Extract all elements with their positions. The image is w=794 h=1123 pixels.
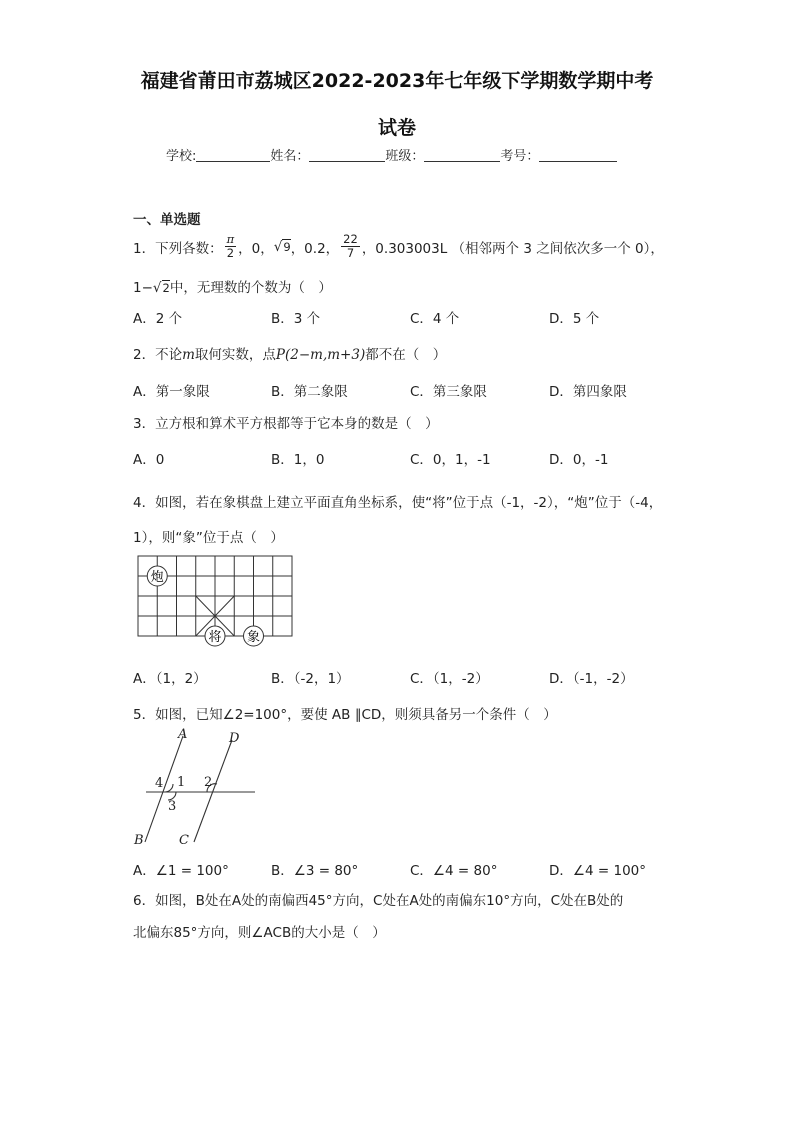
q2-option-b[interactable]: B．第二象限 xyxy=(271,384,348,400)
svg-text:象: 象 xyxy=(246,630,261,645)
q1-sep1: ，0， xyxy=(238,240,274,257)
question-4-line2: 1），则“象”位于点（ ） xyxy=(133,530,284,546)
piece-jiang xyxy=(205,626,225,646)
sqrt-9: √9 xyxy=(273,238,291,255)
q4-option-a[interactable]: A．（1，2） xyxy=(133,671,207,687)
exam-title-line1: 福建省莆田市荔城区2022-2023年七年级下学期数学期中考 xyxy=(140,70,654,92)
svg-text:将: 将 xyxy=(208,630,222,645)
q1-option-a[interactable]: A．2 个 xyxy=(133,311,183,327)
q3-option-d[interactable]: D．0，-1 xyxy=(549,452,609,468)
angle-3-label: 3 xyxy=(168,799,177,814)
section-title: 一、单选题 xyxy=(133,212,201,228)
q1-option-b[interactable]: B．3 个 xyxy=(271,311,321,327)
q2-option-c[interactable]: C．第三象限 xyxy=(410,384,487,400)
q1-option-c[interactable]: C．4 个 xyxy=(410,311,460,327)
question-4-line1: 4．如图，若在象棋盘上建立平面直角坐标系，使“将”位于点（-1，-2），“炮”位于（-4， xyxy=(133,495,663,511)
question-5: 5．如图，已知∠2=100°，要使 AB ∥CD，则须具备另一个条件（ ） xyxy=(133,707,557,723)
q1-option-d[interactable]: D．5 个 xyxy=(549,311,600,327)
school-blank[interactable] xyxy=(196,147,270,162)
question-3: 3．立方根和算术平方根都等于它本身的数是（ ） xyxy=(133,416,439,432)
label-d: D xyxy=(229,731,240,746)
q1-prefix: 1．下列各数： xyxy=(133,240,223,257)
question-1-line1 xyxy=(133,233,664,260)
q5-option-d[interactable]: D．∠4 = 100° xyxy=(549,863,646,879)
q3-option-a[interactable]: A．0 xyxy=(133,452,165,468)
parallel-lines-figure xyxy=(128,724,263,852)
q1-sep2: ，0.2， xyxy=(290,240,340,257)
chessboard-figure xyxy=(130,550,300,650)
angle-4-label: 4 xyxy=(155,776,164,791)
q5-option-c[interactable]: C．∠4 = 80° xyxy=(410,863,498,879)
question-2: 2．不论m取何实数，点P(2−m,m+3)都不在（ ） xyxy=(133,347,447,363)
pi-over-2-fraction: $\frac{\pi}{2}$ xyxy=(226,232,235,260)
label-b: B xyxy=(134,833,144,848)
label-a: A xyxy=(178,727,188,742)
angle-2-label: 2 xyxy=(204,775,213,790)
label-c: C xyxy=(179,833,189,848)
svg-text:炮: 炮 xyxy=(150,570,164,585)
class-blank[interactable] xyxy=(424,147,500,162)
q2-option-d[interactable]: D．第四象限 xyxy=(549,384,627,400)
piece-pao xyxy=(147,566,167,586)
class-label: 班级： xyxy=(385,149,425,164)
exam-no-label: 考号： xyxy=(500,149,540,164)
question-6-line1: 6．如图，B处在A处的南偏西45°方向，C处在A处的南偏东10°方向，C处在B处的 xyxy=(133,893,624,909)
q4-option-d[interactable]: D．（-1，-2） xyxy=(549,671,634,687)
question-1-line2: 1−√2中，无理数的个数为（ ） xyxy=(133,280,332,296)
name-label: 姓名： xyxy=(270,149,310,164)
angle-1-label: 1 xyxy=(177,775,186,790)
question-6-line2: 北偏东85°方向，则∠ACB的大小是（ ） xyxy=(133,925,386,941)
q5-option-a[interactable]: A．∠1 = 100° xyxy=(133,863,229,879)
q4-option-b[interactable]: B．（-2，1） xyxy=(271,671,350,687)
exam-title-line2: 试卷 xyxy=(377,117,416,139)
q1-sep3: ，0.303003L （相邻两个 3 之间依次多一个 0）， xyxy=(361,240,664,257)
q2-option-a[interactable]: A．第一象限 xyxy=(133,384,210,400)
school-label: 学校: xyxy=(166,149,197,164)
q5-option-b[interactable]: B．∠3 = 80° xyxy=(271,863,359,879)
exam-no-blank[interactable] xyxy=(539,147,617,162)
name-blank[interactable] xyxy=(309,147,385,162)
q3-option-c[interactable]: C．0，1，-1 xyxy=(410,452,491,468)
q4-option-c[interactable]: C．（1，-2） xyxy=(410,671,489,687)
q3-option-b[interactable]: B．1，0 xyxy=(271,452,325,468)
piece-xiang xyxy=(244,626,264,646)
22-over-7-fraction: $\frac{22}{7}$ xyxy=(343,232,358,260)
student-info-row xyxy=(166,145,617,164)
